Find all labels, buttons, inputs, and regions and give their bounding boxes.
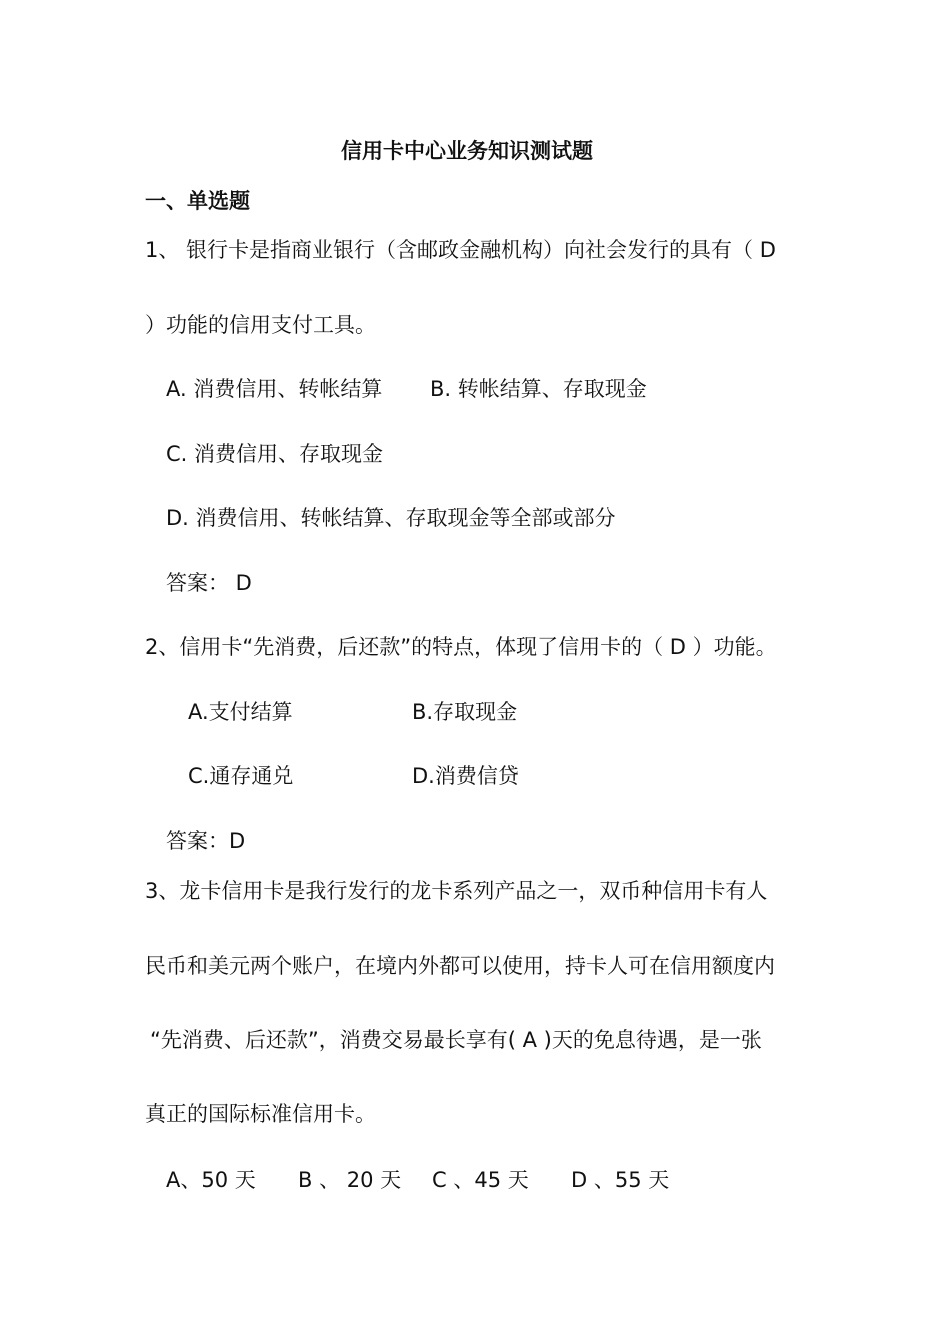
question-3-line-4: 真正的国际标准信用卡。 [145,1102,376,1126]
question-1-answer: 答案： D [166,571,252,595]
section-heading: 一、单选题 [145,189,250,213]
question-3-line-3: “先消费、后还款”，消费交易最长享有( A )天的免息待遇，是一张 [150,1028,762,1052]
question-1-line-2: ）功能的信用支付工具。 [145,313,376,337]
question-2-line-1: 2、信用卡“先消费，后还款”的特点，体现了信用卡的（ D ）功能。 [145,635,777,659]
question-2-option-c: C.通存通兑 [188,764,294,788]
question-3-line-2: 民币和美元两个账户，在境内外都可以使用，持卡人可在信用额度内 [145,954,775,978]
question-1-option-c: C. 消费信用、存取现金 [166,442,384,466]
question-3-option-c: C 、45 天 [432,1168,529,1192]
question-1-option-b: B. 转帐结算、存取现金 [430,377,647,401]
question-2-answer: 答案：D [166,829,246,853]
question-2-option-b: B.存取现金 [412,700,518,724]
document-title: 信用卡中心业务知识测试题 [341,139,593,163]
question-1-option-d: D. 消费信用、转帐结算、存取现金等全部或部分 [166,506,616,530]
question-2-option-d: D.消费信贷 [412,764,519,788]
question-3-line-1: 3、龙卡信用卡是我行发行的龙卡系列产品之一，双币种信用卡有人 [145,879,768,903]
question-3-option-d: D 、55 天 [571,1168,670,1192]
question-3-option-a: A、50 天 [166,1168,256,1192]
question-1-option-a: A. 消费信用、转帐结算 [166,377,383,401]
question-1-line-1: 1、 银行卡是指商业银行（含邮政金融机构）向社会发行的具有（ D [145,238,776,262]
question-3-option-b: B 、 20 天 [298,1168,402,1192]
question-2-option-a: A.支付结算 [188,700,293,724]
